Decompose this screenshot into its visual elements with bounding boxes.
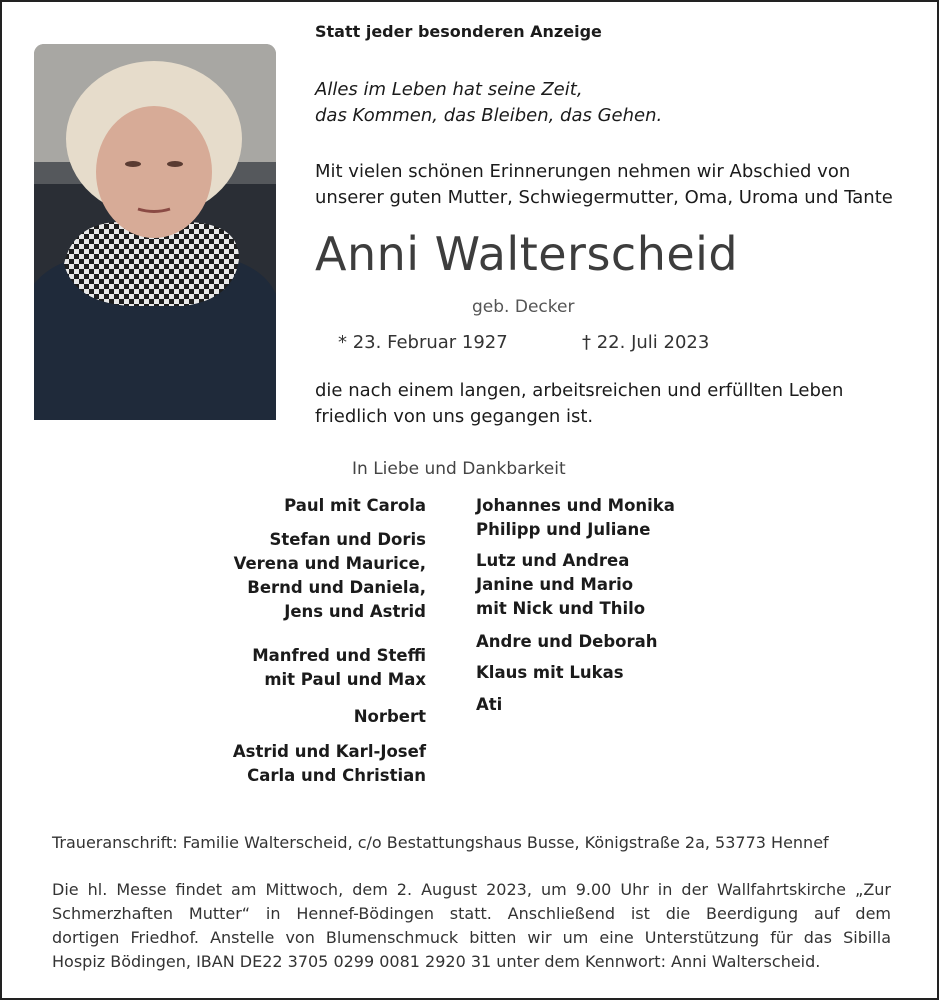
family-group-right — [476, 630, 658, 654]
family-name: Astrid und Karl-Josef — [232, 742, 426, 761]
closing-text — [315, 378, 843, 430]
family-group-left — [284, 494, 426, 518]
family-name: Jens und Astrid — [284, 602, 426, 621]
family-name: Manfred und Steffi — [252, 646, 426, 665]
mourning-address: Traueranschrift: Familie Walterscheid, c/o Bestattungshaus Busse, Königstraße 2a, 53773 Hennef — [52, 833, 829, 852]
family-name: Ati — [476, 695, 503, 714]
family-group-right — [476, 661, 624, 685]
intro-line: unserer guten Mutter, Schwiegermutter, Oma, Uroma und Tante — [315, 187, 893, 208]
portrait-illustration — [34, 44, 276, 420]
family-name: mit Paul und Max — [264, 670, 426, 689]
intro-line: Mit vielen schönen Erinnerungen nehmen wir Abschied von — [315, 161, 851, 182]
closing-line: friedlich von uns gegangen ist. — [315, 406, 594, 427]
family-group-right — [476, 549, 645, 621]
family-name: Johannes und Monika — [476, 496, 675, 515]
family-name: Bernd und Daniela, — [247, 578, 426, 597]
family-group-left — [354, 705, 426, 729]
family-name: Stefan und Doris — [269, 530, 426, 549]
family-name: mit Nick und Thilo — [476, 599, 646, 618]
family-group-left — [234, 528, 426, 624]
poem-verse — [315, 77, 662, 129]
family-name: Norbert — [353, 707, 426, 726]
family-name: Andre und Deborah — [476, 632, 658, 651]
family-group-left — [252, 644, 426, 692]
portrait-photo — [34, 44, 276, 420]
family-name: Lutz und Andrea — [476, 551, 630, 570]
family-name: Carla und Christian — [247, 766, 426, 785]
family-group-right — [476, 494, 675, 542]
mass-line: Die hl. Messe findet am Mittwoch, dem 2. August 2023, um 9.00 Uhr in der Wallfahrtskirche „Zur — [52, 880, 891, 899]
family-group-right — [476, 693, 502, 717]
family-name: Verena und Maurice, — [233, 554, 426, 573]
deceased-name: Anni Walterscheid — [315, 227, 739, 281]
family-name: Janine und Mario — [476, 575, 634, 594]
intro-text — [315, 159, 893, 211]
family-name: Klaus mit Lukas — [476, 663, 624, 682]
mass-line: Schmerzhaften Mutter“ in Hennef-Bödingen statt. Anschließend ist die Beerdigung auf dem — [52, 904, 891, 923]
death-date: † 22. Juli 2023 — [582, 332, 710, 353]
family-name: Philipp und Juliane — [476, 520, 651, 539]
birth-date: * 23. Februar 1927 — [338, 332, 508, 353]
poem-line: Alles im Leben hat seine Zeit, — [315, 79, 583, 100]
poem-line: das Kommen, das Bleiben, das Gehen. — [315, 105, 663, 126]
mass-line: dortigen Friedhof. Anstelle von Blumenschmuck bitten wir um eine Unterstützung für das Sibilla — [52, 928, 891, 947]
maiden-name: geb. Decker — [472, 297, 575, 317]
funeral-mass-info — [52, 878, 891, 974]
notice-heading: Statt jeder besonderen Anzeige — [315, 22, 602, 41]
mass-line: Hospiz Bödingen, IBAN DE22 3705 0299 0081 2920 31 unter dem Kennwort: Anni Walterscheid. — [52, 952, 821, 971]
family-name: Paul mit Carola — [284, 496, 426, 515]
family-group-left — [233, 740, 426, 788]
closing-line: die nach einem langen, arbeitsreichen und erfüllten Leben — [315, 380, 844, 401]
thanks-line: In Liebe und Dankbarkeit — [352, 459, 566, 479]
